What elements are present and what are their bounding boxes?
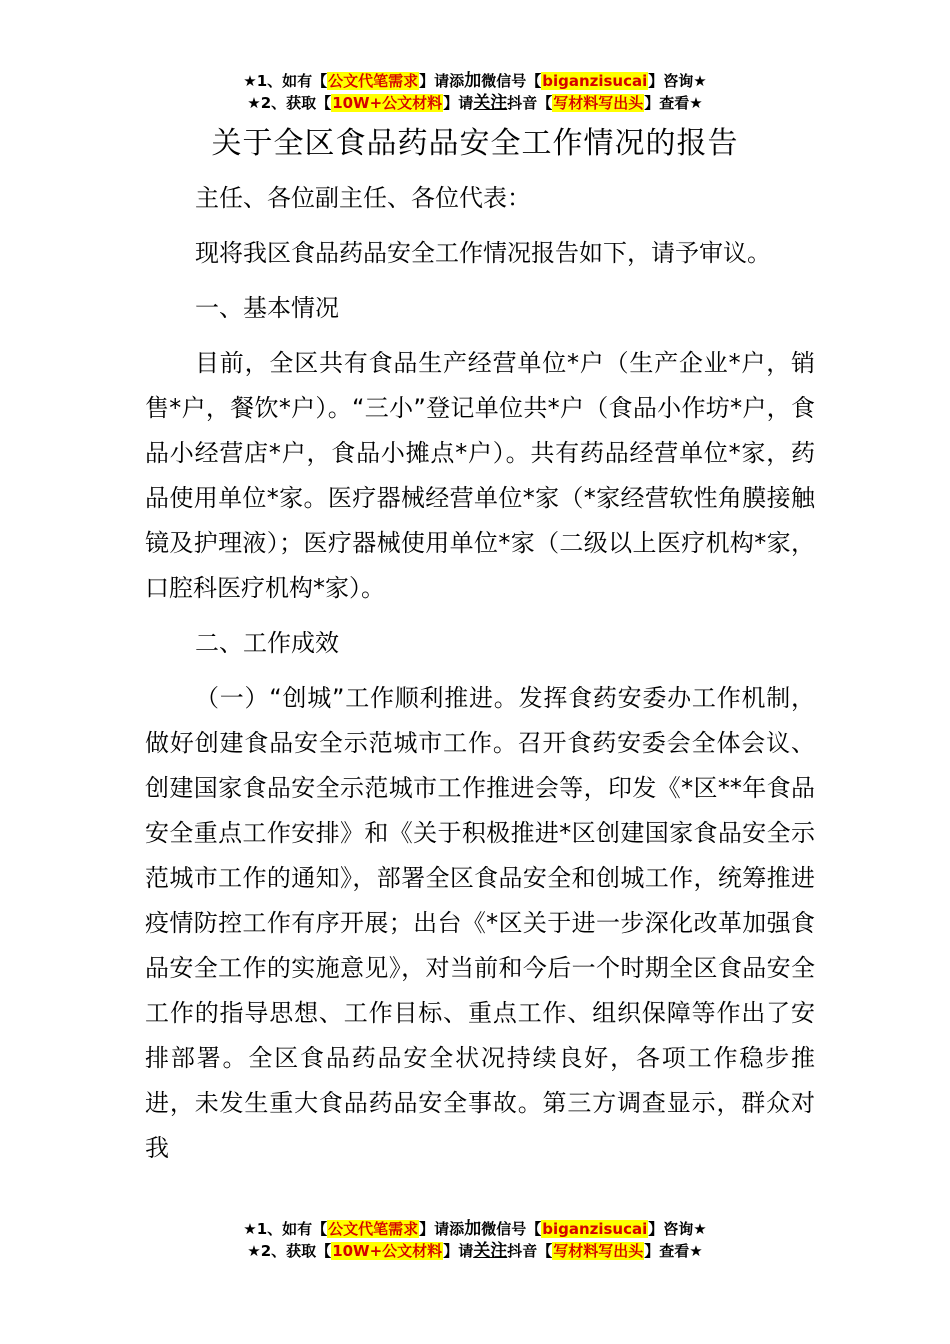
section-heading-2: 二、工作成效 <box>195 629 339 657</box>
section-heading-1: 一、基本情况 <box>195 294 339 322</box>
promo-banner-top <box>0 70 950 114</box>
promo-line-2: ★2、获取【10W+公文材料】请关注抖音【写材料写出头】查看★ <box>247 93 703 113</box>
document-title: 关于全区食品药品安全工作情况的报告 <box>211 126 739 161</box>
intro-paragraph: 现将我区食品药品安全工作情况报告如下，请予审议。 <box>195 239 771 267</box>
salutation: 主任、各位副主任、各位代表： <box>195 184 531 212</box>
douyin-highlight: 写材料写出头 <box>553 1242 644 1260</box>
document-body <box>145 176 815 1171</box>
achievement-paragraph: （一）“创城”工作顺利推进。发挥食药安委办工作机制，做好创建食品安全示范城市工作。召开食药安委会全体会议、创建国家食品安全示范城市工作推进会等，印发《*区**年食品安全重点工作安排》和《关于积极推进*区创建国家食品安全示范城市工作的通知》，部署全区食品安全和创城工作，统筹推进疫情防控工作有序开展；出台《*区关于进一步深化改革加强食品安全工作的实施意见》，对当前和今后一个时期全区食品安全工作的指导思想、工作目标、重点工作、组织保障等作出了安排部署。全区食品药品安全状况持续良好，各项工作稳步推进，未发生重大食品药品安全事故。第三方调查显示，群众对我 <box>145 684 815 1162</box>
douyin-highlight: 写材料写出头 <box>553 94 644 112</box>
wechat-id-highlight: biganzisucai <box>542 1220 648 1238</box>
promo-highlight: 10W+公文材料 <box>332 1242 443 1260</box>
promo-highlight: 10W+公文材料 <box>332 94 443 112</box>
basic-info-paragraph: 目前，全区共有食品生产经营单位*户（生产企业*户，销售*户，餐饮*户）。“三小”登记单位共*户（食品小作坊*户，食品小经营店*户，食品小摊点*户）。共有药品经营单位*家，药品使用单位*家。医疗器械经营单位*家（*家经营软性角膜接触镜及护理液）；医疗器械使用单位*家（二级以上医疗机构*家，口腔科医疗机构*家）。 <box>145 349 815 602</box>
promo-line-1: ★1、如有【公文代笔需求】请添加微信号【biganzisucai】咨询★ <box>243 71 707 91</box>
promo-line-1: ★1、如有【公文代笔需求】请添加微信号【biganzisucai】咨询★ <box>243 1219 707 1239</box>
promo-line-2: ★2、获取【10W+公文材料】请关注抖音【写材料写出头】查看★ <box>247 1241 703 1261</box>
promo-highlight: 公文代笔需求 <box>328 1220 419 1238</box>
wechat-id-highlight: biganzisucai <box>542 72 648 90</box>
promo-banner-bottom <box>0 1218 950 1262</box>
promo-highlight: 公文代笔需求 <box>328 72 419 90</box>
